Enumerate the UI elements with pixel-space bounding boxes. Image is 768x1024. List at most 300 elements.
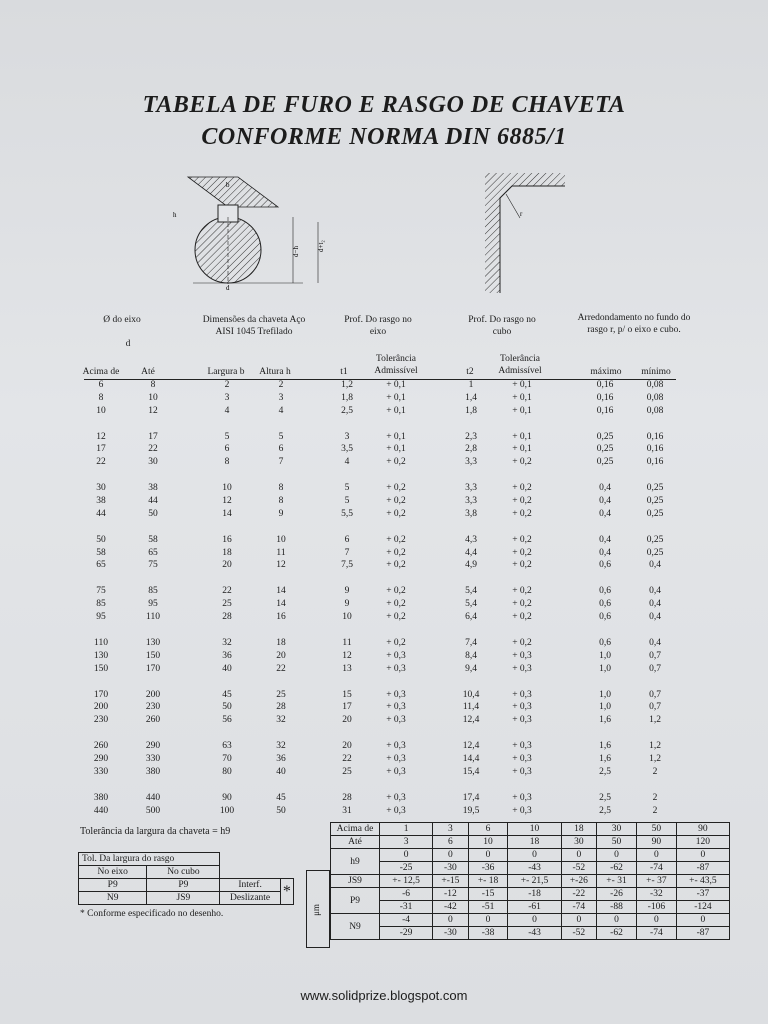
table-cell: 20 [342,741,352,752]
table-cell: 63 [222,741,232,752]
table-cell: 0,25 [596,444,614,455]
tolerance-width-label: Tolerância da largura da chaveta = h9 [80,826,231,837]
table-cell: 75 [148,560,158,571]
table-cell: 1,0 [599,650,611,661]
table-cell: 50 [148,508,158,519]
table-cell: 9 [344,586,350,597]
table-cell: 16 [222,534,232,545]
p9-cell: -15 [468,888,508,901]
header-eixo-d: d [125,339,131,349]
table-cell: 17 [96,444,106,455]
table-cell: + 0,3 [512,702,532,713]
table-cell: 4 [224,405,230,416]
ate-cell: 90 [636,836,676,849]
table-cell: 3,5 [341,444,353,455]
table-cell: + 0,3 [512,766,532,777]
tolerance-row [331,823,730,836]
table-cell: 2,5 [599,805,611,816]
table-cell: + 0,2 [512,599,532,610]
table-cell: 1,2 [649,715,661,726]
table-cell: 22 [222,586,232,597]
table-cell: 5,5 [341,508,353,519]
table-cell: + 0,3 [512,715,532,726]
fit-asterisk: * [280,879,293,905]
shaft-keyway-diagram [168,172,338,292]
h9-cell: -30 [433,862,468,875]
table-cell: 0,25 [646,496,664,506]
table-cell: 45 [222,689,232,700]
fit-row [79,892,294,905]
radius-corner-diagram [480,168,570,296]
tolerance-table [330,822,730,940]
js9-cell: +-26 [561,875,596,888]
p9-cell: -26 [597,888,637,901]
table-cell: 110 [94,638,108,648]
table-cell: 11 [342,638,352,648]
table-cell: 0,6 [599,560,611,571]
table-cell: 40 [222,663,232,674]
column-header: Altura h [259,367,291,377]
column-header: Até [141,367,155,377]
footnote: * Conforme especificado no desenho. [80,909,224,919]
ate-cell: 50 [597,836,637,849]
table-cell: 150 [145,650,161,661]
table-cell: 170 [145,663,161,674]
n9-cell: 0 [561,914,596,927]
p9-cell: -74 [561,901,596,914]
table-cell: 0,16 [596,405,614,416]
table-cell: 3 [344,431,350,442]
table-cell: 1,8 [465,405,477,416]
table-cell: 44 [96,508,106,519]
table-cell: 7,5 [341,560,353,571]
n9-cell: -52 [561,927,596,940]
h9-cell: 0 [508,849,561,862]
table-cell: + 0,2 [512,483,532,494]
table-cell: 5 [224,431,230,442]
table-cell: 38 [148,483,158,494]
table-cell: + 0,1 [386,444,406,455]
acima-cell: 18 [561,823,596,836]
table-cell: + 0,3 [512,805,532,816]
table-cell: 11,4 [462,702,480,713]
table-cell: + 0,3 [386,650,406,661]
h9-cell: -25 [380,862,433,875]
h9-cell: 0 [380,849,433,862]
table-cell: 25 [342,766,352,777]
table-cell: + 0,2 [386,547,406,558]
ate-cell: 6 [433,836,468,849]
table-cell: 0,7 [649,689,661,700]
table-cell: 5 [278,431,284,442]
p9-cell: -31 [380,901,433,914]
table-cell: 10 [96,405,106,416]
table-cell: 19,5 [462,805,480,816]
table-cell: 0,25 [646,534,664,545]
table-cell: 0,4 [649,586,661,597]
table-cell: 95 [96,612,106,622]
table-cell: 0,16 [646,457,664,468]
table-cell: 2,5 [599,766,611,777]
table-cell: 95 [148,599,158,610]
ate-label: Até [331,836,380,849]
js9-cell: +- 21,5 [508,875,561,888]
table-cell: 380 [93,792,109,803]
header-tolerancia-eixo: Tolerância Admissível [374,354,418,376]
table-cell: 1,2 [341,380,353,390]
table-cell: 290 [93,754,109,764]
table-cell: 0,6 [599,586,611,597]
table-cell: 3 [224,392,230,403]
table-cell: 32 [222,638,232,648]
table-cell: 12,4 [462,715,480,726]
table-cell: 6 [98,380,104,390]
table-cell: + 0,3 [386,792,406,803]
h9-cell: 0 [433,849,468,862]
js9-cell: +- 12,5 [380,875,433,888]
table-cell: 16 [276,612,286,622]
tolerance-row [331,836,730,849]
table-cell: 200 [93,702,109,713]
table-cell: 22 [276,663,286,674]
p9-label: P9 [331,888,380,914]
table-cell: 5 [344,483,350,494]
header-prof-cubo: Prof. Do rasgo no cubo [468,315,536,337]
table-cell: 18 [222,547,232,558]
fit-p9-cubo: P9 [147,879,220,892]
table-cell: 14 [276,586,286,597]
table-cell: 20 [342,715,352,726]
table-cell: + 0,1 [512,392,532,403]
table-cell: 12 [276,560,286,571]
svg-text:r: r [520,210,523,218]
table-cell: 0,7 [649,650,661,661]
table-cell: 0,6 [599,599,611,610]
table-cell: 65 [148,547,158,558]
table-cell: + 0,2 [512,534,532,545]
table-cell: 3 [278,392,284,403]
header-tolerancia-cubo: Tolerância Admissível [498,354,542,376]
table-cell: 50 [222,702,232,713]
table-cell: + 0,2 [512,496,532,506]
fit-deslizante: Deslizante [220,892,280,905]
table-cell: 75 [96,586,106,597]
table-cell: 0,4 [599,547,611,558]
table-cell: 3,3 [465,496,477,506]
table-cell: 28 [222,612,232,622]
table-cell: 1,8 [341,392,353,403]
table-cell: + 0,2 [512,612,532,622]
table-cell: 100 [219,805,235,816]
table-cell: 1 [468,380,474,390]
js9-label: JS9 [331,875,380,888]
h9-cell: 0 [561,849,596,862]
table-cell: 0,16 [596,380,614,390]
svg-text:d: d [226,284,230,292]
table-cell: 1,0 [599,689,611,700]
table-cell: 8 [278,483,284,494]
table-cell: 36 [276,754,286,764]
p9-cell: -51 [468,901,508,914]
fit-no-eixo: No eixo [79,866,147,879]
table-cell: 0,4 [599,496,611,506]
table-cell: 12 [342,650,352,661]
column-header: t2 [466,367,474,377]
tolerance-row [331,888,730,901]
fit-no-cubo: No cubo [147,866,220,879]
table-cell: 2,5 [599,792,611,803]
table-cell: 1,6 [599,715,611,726]
table-cell: 25 [222,599,232,610]
table-cell: + 0,2 [512,586,532,597]
p9-cell: -6 [380,888,433,901]
unit-label: μm [310,904,321,916]
table-cell: + 0,3 [386,754,406,764]
acima-cell: 3 [433,823,468,836]
table-cell: + 0,3 [512,754,532,764]
footer-url[interactable]: www.solidprize.blogspot.com [300,988,468,1003]
table-cell: + 0,2 [386,457,406,468]
acima-cell: 30 [597,823,637,836]
column-header: Acima de [82,367,120,377]
table-cell: 260 [93,741,109,752]
table-cell: 0,4 [649,612,661,622]
table-cell: 22 [96,457,106,468]
table-cell: 15,4 [462,766,480,777]
n9-cell: 0 [636,914,676,927]
table-cell: + 0,3 [512,663,532,674]
table-cell: 20 [222,560,232,571]
tolerance-row [331,914,730,927]
column-header: máximo [590,367,622,377]
h9-cell: -36 [468,862,508,875]
fit-p9-eixo: P9 [79,879,147,892]
table-cell: + 0,2 [386,599,406,610]
table-cell: 8 [98,392,104,403]
table-cell: + 0,3 [386,702,406,713]
table-cell: 1,2 [649,754,661,764]
table-cell: 3,8 [465,508,477,519]
svg-text:b: b [226,181,230,189]
table-cell: 330 [145,754,161,764]
table-cell: + 0,3 [386,741,406,752]
table-cell: + 0,2 [386,508,406,519]
n9-cell: -38 [468,927,508,940]
table-cell: 20 [276,650,286,661]
table-cell: + 0,3 [386,805,406,816]
table-cell: 40 [276,766,286,777]
table-cell: 0,4 [649,599,661,610]
table-cell: 12 [222,496,232,506]
table-cell: 4,9 [465,560,477,571]
table-cell: 0,16 [646,431,664,442]
fit-row [79,853,294,866]
table-cell: + 0,2 [386,496,406,506]
table-cell: 440 [145,792,161,803]
table-cell: 12 [148,405,158,416]
table-cell: + 0,1 [512,380,532,390]
table-cell: 18 [276,638,286,648]
table-cell: 8 [150,380,156,390]
table-cell: 3,3 [465,457,477,468]
n9-cell: 0 [676,914,729,927]
table-cell: + 0,2 [386,534,406,545]
table-cell: 8 [278,496,284,506]
table-cell: 0,6 [599,612,611,622]
table-cell: 31 [342,805,352,816]
table-cell: 0,4 [649,638,661,648]
js9-cell: +- 43,5 [676,875,729,888]
table-cell: + 0,2 [512,457,532,468]
table-cell: 6 [278,444,284,455]
table-cell: 36 [222,650,232,661]
table-cell: + 0,3 [512,792,532,803]
table-cell: 9 [278,508,284,519]
table-cell: 2 [278,380,284,390]
fit-js9-cubo: JS9 [147,892,220,905]
table-cell: 4 [278,405,284,416]
table-cell: 12,4 [462,741,480,752]
svg-text:d+t₂: d+t₂ [317,240,325,252]
table-cell: + 0,2 [386,483,406,494]
table-cell: 14 [222,508,232,519]
table-cell: 10 [148,392,158,403]
table-cell: 440 [93,805,109,816]
table-cell: 2,8 [465,444,477,455]
n9-cell: -87 [676,927,729,940]
table-cell: 22 [342,754,352,764]
table-cell: + 0,3 [386,766,406,777]
table-cell: 90 [222,792,232,803]
tolerance-row [331,901,730,914]
table-cell: 10,4 [462,689,480,700]
table-cell: 22 [148,444,158,455]
table-cell: 8,4 [465,650,477,661]
header-eixo: Ø do eixo [103,315,141,325]
table-cell: 0,6 [599,638,611,648]
fit-title: Tol. Da largura do rasgo [79,853,220,866]
ate-cell: 30 [561,836,596,849]
h9-cell: -62 [597,862,637,875]
tolerance-row [331,927,730,940]
acima-label: Acima de [331,823,380,836]
n9-cell: -62 [597,927,637,940]
table-cell: + 0,2 [512,638,532,648]
table-cell: + 0,1 [512,431,532,442]
table-cell: 0,08 [646,380,664,390]
acima-cell: 10 [508,823,561,836]
h9-label: h9 [331,849,380,875]
table-cell: 1,0 [599,702,611,713]
table-cell: 330 [93,766,109,777]
h9-cell: 0 [636,849,676,862]
table-cell: + 0,2 [512,547,532,558]
header-arredondamento: Arredondamento no fundo do rasgo r, p/ o eixo e cubo. [577,313,691,335]
table-cell: 0,7 [649,663,661,674]
js9-cell: +- 18 [468,875,508,888]
table-cell: + 0,2 [386,560,406,571]
table-cell: 170 [93,689,109,700]
p9-cell: -32 [636,888,676,901]
table-cell: + 0,3 [512,741,532,752]
ate-cell: 3 [380,836,433,849]
js9-cell: +- 31 [597,875,637,888]
title-line-1: TABELA DE FURO E RASGO DE CHAVETA [142,92,626,118]
table-cell: 12 [96,431,106,442]
table-cell: + 0,1 [386,431,406,442]
table-cell: 0,4 [599,534,611,545]
table-cell: 14,4 [462,754,480,764]
table-cell: 10 [342,612,352,622]
table-cell: 4 [344,457,350,468]
h9-cell: 0 [597,849,637,862]
table-cell: 28 [342,792,352,803]
table-cell: 500 [145,805,161,816]
table-cell: 5,4 [465,599,477,610]
table-cell: 28 [276,702,286,713]
n9-cell: -29 [380,927,433,940]
table-cell: + 0,1 [512,444,532,455]
table-cell: 7,4 [465,638,477,648]
table-cell: + 0,2 [512,560,532,571]
table-cell: 85 [148,586,158,597]
table-cell: + 0,1 [386,405,406,416]
p9-cell: -124 [676,901,729,914]
ate-cell: 120 [676,836,729,849]
table-cell: 2 [224,380,230,390]
table-cell: 6 [344,534,350,545]
ate-cell: 18 [508,836,561,849]
table-cell: 0,08 [646,392,664,403]
table-cell: 290 [145,741,161,752]
table-cell: 1,2 [649,741,661,752]
table-cell: 0,4 [599,508,611,519]
unit-cell [306,870,330,948]
column-header: Largura b [207,367,245,377]
table-cell: 8 [224,457,230,468]
h9-cell: 0 [676,849,729,862]
table-cell: 0,16 [646,444,664,455]
svg-text:d−h: d−h [292,246,300,257]
table-cell: 6 [224,444,230,455]
table-cell: 25 [276,689,286,700]
table-cell: 4,4 [465,547,477,558]
table-cell: 0,16 [596,392,614,403]
n9-label: N9 [331,914,380,940]
table-cell: 130 [93,650,109,661]
table-cell: 15 [342,689,352,700]
acima-cell: 50 [636,823,676,836]
table-cell: + 0,3 [512,650,532,661]
table-cell: 1,6 [599,741,611,752]
table-cell: + 0,1 [512,405,532,416]
table-cell: + 0,2 [512,508,532,519]
fit-row [79,879,294,892]
n9-cell: 0 [433,914,468,927]
title-line-2: CONFORME NORMA DIN 6885/1 [201,124,567,150]
table-cell: 2,3 [465,431,477,442]
acima-cell: 1 [380,823,433,836]
h9-cell: -87 [676,862,729,875]
table-cell: 7 [278,457,284,468]
table-cell: 6,4 [465,612,477,622]
p9-cell: -61 [508,901,561,914]
table-cell: 2,5 [341,405,353,416]
table-cell: 380 [145,766,161,777]
table-cell: 9 [344,599,350,610]
table-cell: 80 [222,766,232,777]
h9-cell: -74 [636,862,676,875]
